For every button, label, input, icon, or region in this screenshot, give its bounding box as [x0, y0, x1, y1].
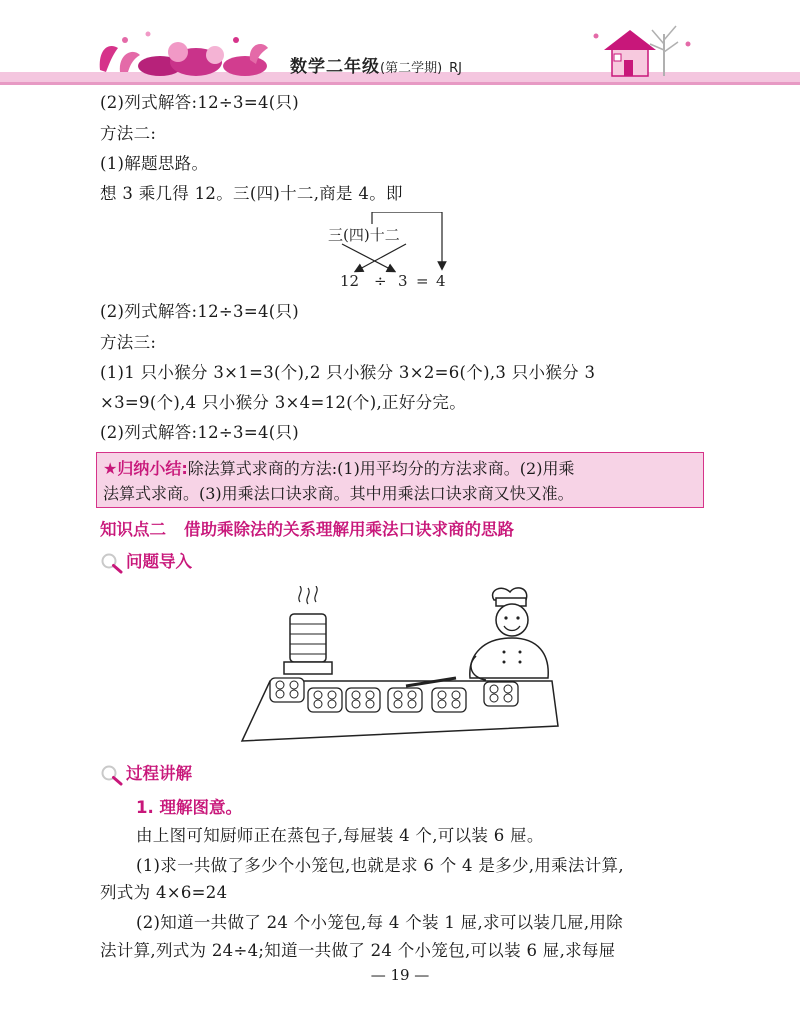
- edition-label: RJ: [449, 61, 462, 76]
- diagram-dividend: 12: [340, 272, 360, 290]
- text-line: (2)列式解答:12÷3=4(只): [100, 302, 300, 321]
- diagram-result: 4: [436, 272, 446, 290]
- flower-decoration-left: [100, 32, 268, 77]
- step-heading: 1. 理解图意。: [136, 798, 242, 817]
- chef-steaming-buns-image: [240, 586, 560, 746]
- quotient-diagram: [320, 212, 470, 294]
- book-title: 数学二年级: [290, 57, 380, 77]
- semester-label: (第二学期): [380, 61, 443, 76]
- section-title: 过程讲解: [126, 764, 192, 783]
- diagram-top-text: 三(四)十二: [328, 226, 400, 244]
- text-line: 法计算,列式为 24÷4;知道一共做了 24 个小笼包,可以装 6 屉,求每屉: [100, 941, 616, 960]
- section-heading-intro: [100, 548, 192, 574]
- text-line: (2)列式解答:12÷3=4(只): [100, 93, 300, 112]
- text-line: 由上图可知厨师正在蒸包子,每屉装 4 个,可以装 6 屉。: [136, 826, 544, 845]
- page-header: [0, 0, 800, 105]
- text-line: 列式为 4×6=24: [100, 883, 228, 902]
- method-heading: 方法二:: [100, 124, 157, 143]
- section-heading-explanation: [100, 760, 192, 786]
- header-title: [290, 52, 462, 77]
- knowledge-point-label: 知识点二: [100, 520, 166, 539]
- text-line: (1)求一共做了多少个小笼包,也就是求 6 个 4 是多少,用乘法计算,: [136, 856, 624, 875]
- summary-box: [96, 452, 704, 508]
- text-line: (2)知道一共做了 24 个小笼包,每 4 个装 1 屉,求可以装几屉,用除: [136, 913, 623, 932]
- summary-line: 法算式求商。(3)用乘法口诀求商。其中用乘法口诀求商又快又准。: [103, 484, 574, 503]
- diagram-divisor: 3: [398, 272, 408, 290]
- knowledge-point-title: 借助乘除法的关系理解用乘法口诀求商的思路: [184, 520, 514, 539]
- text-line: ×3=9(个),4 只小猴分 3×4=12(个),正好分完。: [100, 393, 467, 412]
- diagram-arrows: [320, 212, 470, 290]
- summary-line: [103, 456, 697, 481]
- magnifier-icon: [100, 552, 124, 574]
- page-number: — 19 —: [370, 966, 430, 984]
- diagram-divide-sign: ÷: [374, 272, 387, 290]
- text-line: (1)解题思路。: [100, 154, 209, 173]
- chef-illustration: [240, 586, 560, 750]
- summary-text: 除法算式求商的方法:(1)用平均分的方法求商。(2)用乘: [187, 459, 575, 478]
- diagram-equals: =: [416, 272, 429, 290]
- text-line: (1)1 只小猴分 3×1=3(个),2 只小猴分 3×2=6(个),3 只小猴分 3: [100, 363, 596, 382]
- section-title: 问题导入: [126, 552, 192, 571]
- knowledge-point-heading: [100, 516, 514, 540]
- magnifier-icon: [100, 764, 124, 786]
- house-decoration-right: [594, 26, 691, 76]
- method-heading: 方法三:: [100, 333, 157, 352]
- text-line: 想 3 乘几得 12。三(四)十二,商是 4。即: [100, 184, 403, 203]
- summary-tag: ★归纳小结:: [103, 459, 188, 478]
- text-line: (2)列式解答:12÷3=4(只): [100, 423, 300, 442]
